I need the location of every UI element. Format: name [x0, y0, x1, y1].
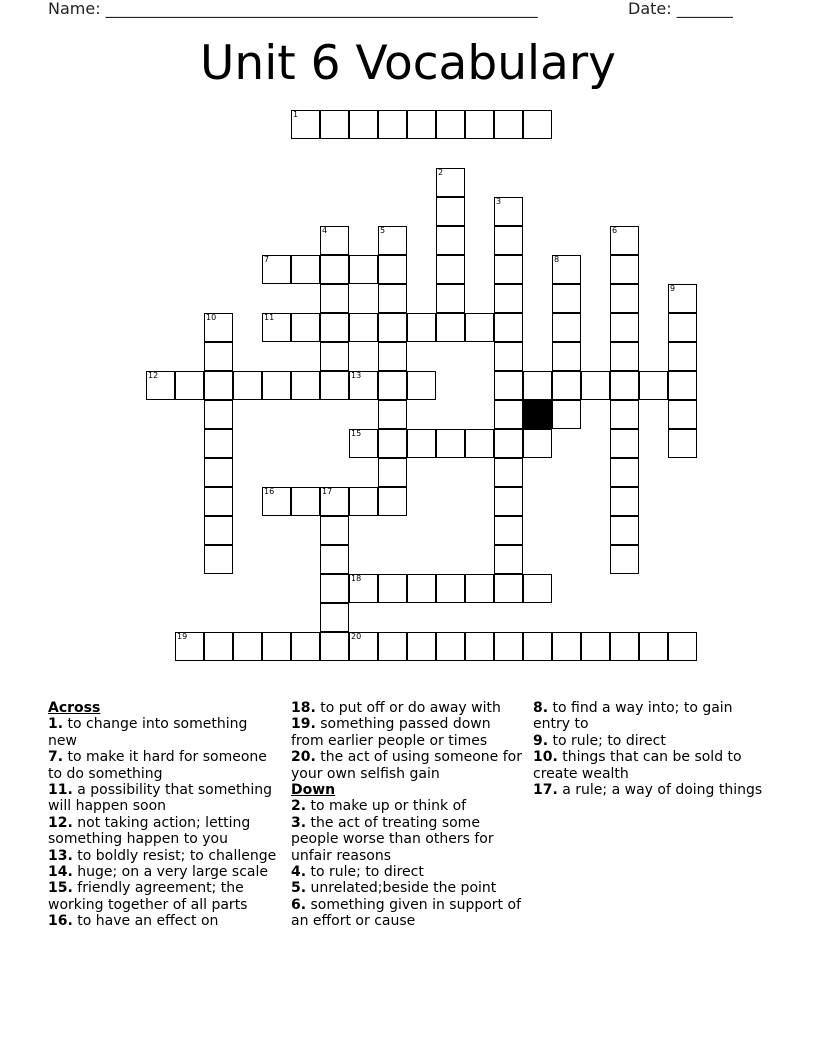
crossword-cell[interactable]: [146, 371, 175, 400]
crossword-cell[interactable]: [494, 342, 523, 371]
clues-column-2: [291, 700, 523, 930]
clue-text: the act of using someone for your own selfish gain: [291, 749, 522, 782]
across-clue: [48, 716, 280, 749]
clue-text: unrelated;beside the point: [306, 880, 497, 897]
clue-number-label: 2.: [291, 798, 307, 815]
crossword-cell[interactable]: [320, 574, 349, 603]
clue-number-label: 17.: [533, 782, 558, 799]
crossword-cell[interactable]: [552, 371, 581, 400]
clue-number-label: 15.: [48, 880, 73, 897]
crossword-cell[interactable]: [320, 516, 349, 545]
clue-number-label: 5.: [291, 880, 307, 897]
crossword-cell[interactable]: [320, 255, 349, 284]
crossword-cell[interactable]: [494, 545, 523, 574]
down-clue: [291, 880, 523, 896]
crossword-cell[interactable]: [552, 255, 581, 284]
crossword-cell[interactable]: [610, 429, 639, 458]
clue-text: to boldly resist; to challenge: [72, 847, 277, 864]
crossword-cell[interactable]: [465, 632, 494, 661]
down-clue: [533, 782, 773, 798]
crossword-cell[interactable]: [378, 342, 407, 371]
clue-number-label: 9.: [533, 732, 549, 749]
crossword-cell[interactable]: [291, 313, 320, 342]
crossword-cell[interactable]: [291, 632, 320, 661]
clue-number: 17: [322, 487, 333, 496]
crossword-cell[interactable]: [494, 429, 523, 458]
crossword-cell[interactable]: [610, 487, 639, 516]
crossword-cell[interactable]: [494, 487, 523, 516]
crossword-cell[interactable]: [494, 516, 523, 545]
crossword-cell[interactable]: [668, 284, 697, 313]
crossword-cell[interactable]: [320, 603, 349, 632]
crossword-cell[interactable]: [668, 632, 697, 661]
clue-number-label: 7.: [48, 749, 64, 766]
crossword-cell[interactable]: [378, 487, 407, 516]
crossword-cell[interactable]: [523, 110, 552, 139]
crossword-cell[interactable]: [436, 313, 465, 342]
down-clue: [291, 897, 523, 930]
clue-number-label: 8.: [533, 700, 549, 716]
crossword-cell[interactable]: [262, 313, 291, 342]
crossword-cell[interactable]: [320, 632, 349, 661]
crossword-cell[interactable]: [262, 487, 291, 516]
crossword-cell[interactable]: [349, 313, 378, 342]
across-clue: [48, 815, 280, 848]
crossword-cell[interactable]: [494, 284, 523, 313]
crossword-cell[interactable]: [668, 313, 697, 342]
black-square: [523, 400, 552, 429]
crossword-cell[interactable]: [291, 487, 320, 516]
across-clue: [48, 880, 280, 913]
clue-number-label: 3.: [291, 814, 307, 831]
crossword-cell[interactable]: [291, 110, 320, 139]
down-clue: [291, 815, 523, 864]
crossword-cell[interactable]: [610, 458, 639, 487]
crossword-cell[interactable]: [378, 371, 407, 400]
clue-text: something passed down from earlier people or times: [291, 716, 491, 749]
crossword-cell[interactable]: [523, 632, 552, 661]
crossword-cell[interactable]: [494, 110, 523, 139]
crossword-cell[interactable]: [523, 574, 552, 603]
clue-text: the act of treating some people worse than others for unfair reasons: [291, 814, 494, 864]
crossword-cell[interactable]: [204, 371, 233, 400]
crossword-cell[interactable]: [639, 632, 668, 661]
clue-number-label: 10.: [533, 749, 558, 766]
down-clue: [533, 749, 773, 782]
crossword-cell[interactable]: [407, 632, 436, 661]
crossword-cell[interactable]: [204, 487, 233, 516]
clue-number: 1: [293, 110, 299, 119]
crossword-cell[interactable]: [581, 632, 610, 661]
across-clue: [291, 749, 523, 782]
clue-number-label: 12.: [48, 814, 73, 831]
clue-text: things that can be sold to create wealth: [533, 749, 742, 782]
crossword-cell[interactable]: [349, 574, 378, 603]
crossword-cell[interactable]: [610, 342, 639, 371]
across-clue: [48, 848, 280, 864]
crossword-cell[interactable]: [378, 458, 407, 487]
clues-column-1: [48, 700, 280, 930]
clue-number-label: 19.: [291, 716, 316, 733]
clue-number-label: 6.: [291, 896, 307, 913]
crossword-cell[interactable]: [291, 255, 320, 284]
clue-number: 19: [177, 632, 188, 641]
crossword-cell[interactable]: [378, 284, 407, 313]
crossword-cell[interactable]: [204, 632, 233, 661]
clue-text: to put off or do away with: [315, 700, 501, 716]
crossword-cell[interactable]: [320, 371, 349, 400]
crossword-cell[interactable]: [610, 632, 639, 661]
clue-number-label: 16.: [48, 913, 73, 930]
clue-number-label: 11.: [48, 782, 73, 799]
clue-text: a rule; a way of doing things: [557, 782, 763, 799]
clue-number: 8: [554, 255, 560, 264]
crossword-cell[interactable]: [668, 342, 697, 371]
clue-text: huge; on a very large scale: [72, 864, 268, 881]
crossword-cell[interactable]: [349, 255, 378, 284]
crossword-cell[interactable]: [233, 371, 262, 400]
clue-number: 4: [322, 226, 328, 235]
crossword-cell[interactable]: [610, 545, 639, 574]
crossword-cell[interactable]: [494, 400, 523, 429]
crossword-cell[interactable]: [262, 255, 291, 284]
crossword-cell[interactable]: [349, 110, 378, 139]
crossword-cell[interactable]: [262, 632, 291, 661]
across-clue: [291, 716, 523, 749]
across-clue: [48, 913, 280, 929]
crossword-cell[interactable]: [494, 313, 523, 342]
crossword-cell[interactable]: [668, 400, 697, 429]
crossword-cell[interactable]: [668, 429, 697, 458]
crossword-cell[interactable]: [349, 487, 378, 516]
date-field[interactable]: Date: _______: [628, 0, 733, 18]
crossword-cell[interactable]: [436, 429, 465, 458]
crossword-cell[interactable]: [494, 226, 523, 255]
crossword-cell[interactable]: [378, 110, 407, 139]
crossword-cell[interactable]: [204, 400, 233, 429]
crossword-cell[interactable]: [204, 429, 233, 458]
crossword-cell[interactable]: [436, 110, 465, 139]
clue-number-label: 1.: [48, 716, 64, 733]
across-clue: [48, 864, 280, 880]
page-title: Unit 6 Vocabulary: [200, 36, 616, 91]
crossword-cell[interactable]: [523, 371, 552, 400]
crossword-cell[interactable]: [494, 574, 523, 603]
crossword-cell[interactable]: [639, 371, 668, 400]
crossword-cell[interactable]: [581, 371, 610, 400]
clue-number-label: 13.: [48, 847, 73, 864]
crossword-cell[interactable]: [378, 429, 407, 458]
crossword-cell[interactable]: [320, 110, 349, 139]
down-heading: Down: [291, 782, 336, 799]
crossword-cell[interactable]: [320, 545, 349, 574]
clue-number: 10: [206, 313, 217, 322]
clue-text: to find a way into; to gain entry to: [533, 700, 733, 733]
clue-number: 6: [612, 226, 618, 235]
crossword-cell[interactable]: [204, 458, 233, 487]
crossword-cell[interactable]: [465, 429, 494, 458]
crossword-cell[interactable]: [552, 632, 581, 661]
crossword-cell[interactable]: [494, 197, 523, 226]
down-clue: [533, 700, 773, 733]
clue-number: 20: [351, 632, 362, 641]
across-clue: [48, 782, 280, 815]
crossword-cell[interactable]: [436, 574, 465, 603]
clues-column-3: [533, 700, 773, 798]
crossword-cell[interactable]: [610, 284, 639, 313]
clue-number-label: 4.: [291, 864, 307, 881]
crossword-cell[interactable]: [494, 255, 523, 284]
down-clue: [291, 864, 523, 880]
crossword-cell[interactable]: [610, 255, 639, 284]
crossword-cell[interactable]: [175, 371, 204, 400]
crossword-cell[interactable]: [204, 516, 233, 545]
clue-text: to change into something new: [48, 716, 248, 749]
clue-text: to rule; to direct: [548, 732, 666, 749]
crossword-cell[interactable]: [552, 284, 581, 313]
crossword-cell[interactable]: [407, 429, 436, 458]
crossword-cell[interactable]: [523, 429, 552, 458]
clue-number: 3: [496, 197, 502, 206]
crossword-cell[interactable]: [436, 226, 465, 255]
crossword-cell[interactable]: [291, 371, 320, 400]
crossword-cell[interactable]: [320, 284, 349, 313]
crossword-cell[interactable]: [320, 226, 349, 255]
crossword-cell[interactable]: [233, 632, 262, 661]
crossword-cell[interactable]: [407, 574, 436, 603]
crossword-cell[interactable]: [378, 255, 407, 284]
crossword-cell[interactable]: [436, 197, 465, 226]
clue-text: not taking action; letting something happen to you: [48, 814, 251, 848]
clue-text: to rule; to direct: [306, 864, 424, 881]
crossword-cell[interactable]: [407, 110, 436, 139]
clue-text: to have an effect on: [72, 913, 219, 930]
crossword-cell[interactable]: [204, 545, 233, 574]
crossword-cell[interactable]: [552, 342, 581, 371]
crossword-cell[interactable]: [610, 371, 639, 400]
crossword-cell[interactable]: [349, 632, 378, 661]
crossword-cell[interactable]: [378, 632, 407, 661]
crossword-cell[interactable]: [320, 342, 349, 371]
crossword-cell[interactable]: [610, 516, 639, 545]
crossword-cell[interactable]: [610, 313, 639, 342]
crossword-cell[interactable]: [204, 342, 233, 371]
crossword-cell[interactable]: [552, 400, 581, 429]
clue-number-label: 18.: [291, 700, 316, 716]
crossword-cell[interactable]: [494, 371, 523, 400]
crossword-cell[interactable]: [378, 226, 407, 255]
crossword-cell[interactable]: [378, 313, 407, 342]
clue-number: 12: [148, 371, 159, 380]
down-clue: [533, 733, 773, 749]
across-clue: [291, 700, 523, 716]
crossword-cell[interactable]: [610, 400, 639, 429]
crossword-cell[interactable]: [378, 574, 407, 603]
crossword-cell[interactable]: [465, 110, 494, 139]
crossword-cell[interactable]: [436, 255, 465, 284]
crossword-cell[interactable]: [465, 574, 494, 603]
clue-number: 13: [351, 371, 362, 380]
clue-number: 2: [438, 168, 444, 177]
clue-number: 16: [264, 487, 275, 496]
crossword-cell[interactable]: [436, 168, 465, 197]
clue-number: 9: [670, 284, 676, 293]
across-clue: [48, 749, 280, 782]
crossword-cell[interactable]: [436, 284, 465, 313]
down-clue: [291, 798, 523, 814]
name-field[interactable]: Name: ______________________________________________________: [48, 0, 538, 18]
crossword-cell[interactable]: [262, 371, 291, 400]
crossword-cell[interactable]: [610, 226, 639, 255]
crossword-cell[interactable]: [378, 400, 407, 429]
clue-text: to make up or think of: [306, 798, 467, 815]
clue-text: something given in support of an effort or cause: [291, 896, 521, 930]
crossword-cell[interactable]: [320, 313, 349, 342]
crossword-cell[interactable]: [436, 632, 465, 661]
crossword-cell[interactable]: [494, 632, 523, 661]
clue-number: 11: [264, 313, 275, 322]
clue-number: 15: [351, 429, 362, 438]
clue-number: 18: [351, 574, 362, 583]
clue-text: a possibility that something will happen soon: [48, 782, 273, 815]
crossword-cell[interactable]: [668, 371, 697, 400]
crossword-cell[interactable]: [349, 371, 378, 400]
clue-text: to make it hard for someone to do something: [48, 749, 267, 782]
crossword-cell[interactable]: [175, 632, 204, 661]
clue-number: 7: [264, 255, 270, 264]
crossword-cell[interactable]: [204, 313, 233, 342]
clue-text: friendly agreement; the working together of all parts: [48, 880, 248, 913]
crossword-cell[interactable]: [552, 313, 581, 342]
clue-number-label: 20.: [291, 749, 316, 766]
crossword-cell[interactable]: [494, 458, 523, 487]
crossword-cell[interactable]: [349, 429, 378, 458]
crossword-cell[interactable]: [465, 313, 494, 342]
clue-number: 5: [380, 226, 386, 235]
crossword-cell[interactable]: [407, 313, 436, 342]
crossword-cell[interactable]: [320, 487, 349, 516]
across-heading: Across: [48, 700, 101, 716]
clue-number-label: 14.: [48, 864, 73, 881]
crossword-cell[interactable]: [407, 371, 436, 400]
